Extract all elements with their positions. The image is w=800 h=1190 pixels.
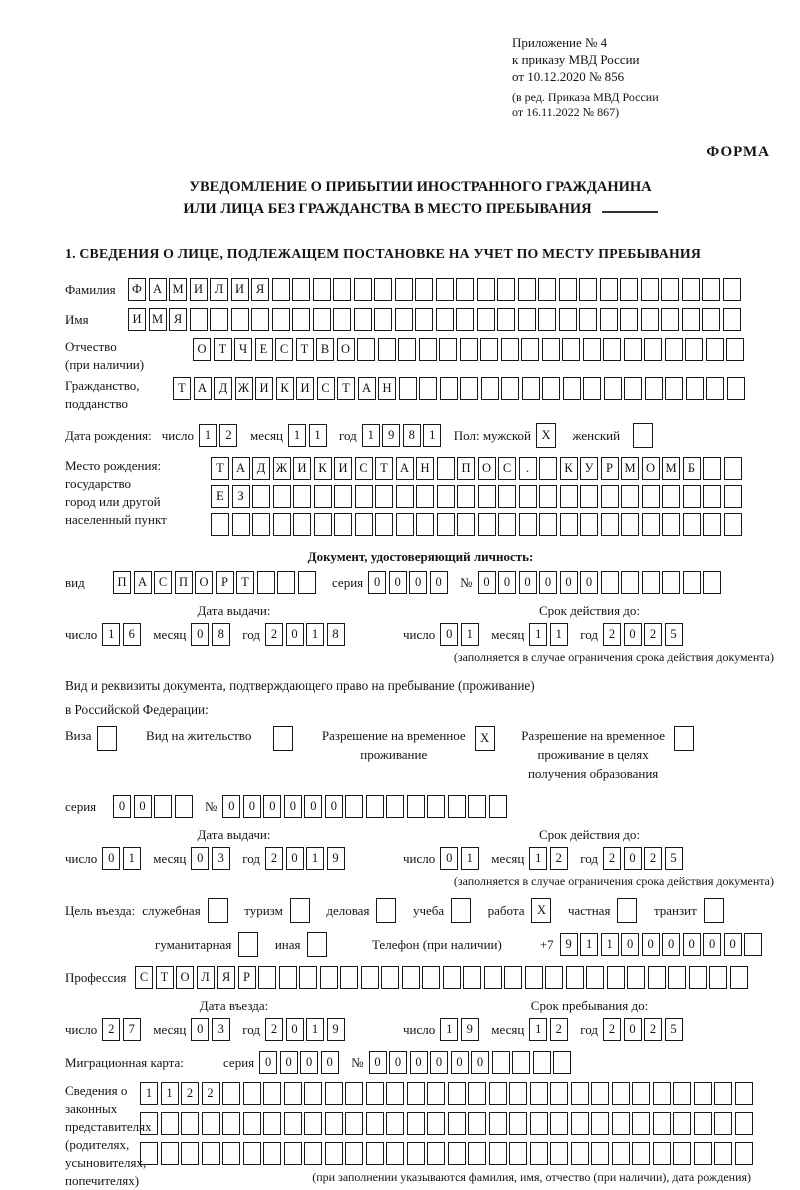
phone-label: Телефон (при наличии) (371, 936, 502, 952)
doc-number-input[interactable]: 0 0 0 0 0 0 (478, 571, 724, 594)
title-line-1: УВЕДОМЛЕНИЕ О ПРИБЫТИИ ИНОСТРАННОГО ГРАЖДАНИНА (189, 179, 652, 195)
entry-year-input[interactable]: 2 0 1 9 (265, 1018, 347, 1041)
option-temp-permit (322, 726, 497, 764)
profession-row (65, 966, 776, 989)
purpose-humanitarian-checkbox[interactable] (238, 932, 261, 957)
permit-series-label: серия (65, 798, 97, 814)
appendix-reference (512, 34, 776, 85)
doc-issue-year-input[interactable]: 2 0 1 8 (265, 623, 347, 646)
amendment-line: (в ред. Приказа МВД России (512, 90, 659, 104)
doc-number-label: № (460, 574, 473, 590)
legal-reps-line1-input[interactable]: 1 1 2 2 (140, 1082, 755, 1105)
purpose-work-checkbox[interactable]: X (531, 898, 554, 923)
residence-permit-label: Вид на жительство (146, 728, 252, 743)
migration-number-input[interactable]: 0 0 0 0 0 0 (369, 1051, 574, 1074)
doc-valid-date: Срок действия до: число 0 1 месяц 1 1 год 2 0 2 5 (403, 603, 776, 646)
birth-place-line2-input[interactable]: Е З (211, 485, 744, 508)
temp-permit-education-label: Разрешение на временное проживание в целях получения образования (521, 728, 666, 781)
citizenship-row (65, 377, 776, 413)
appendix-line: Приложение № 4 (512, 35, 608, 50)
validity-note-2: (заполняется в случае ограничения срока действия документа) (453, 874, 774, 888)
doc-valid-year-input[interactable]: 2 0 2 5 (603, 623, 685, 646)
page-title (65, 176, 776, 220)
permit-number-input[interactable]: 0 0 0 0 0 0 (222, 795, 509, 818)
identity-doc-dates (65, 603, 776, 646)
stay-year-input[interactable]: 2 0 2 5 (603, 1018, 685, 1041)
doc-issue-date: Дата выдачи: число 1 6 месяц 0 8 год 2 0 1 8 (65, 603, 403, 646)
birth-place-line3-input[interactable] (211, 513, 744, 536)
migration-card-row (65, 1051, 776, 1074)
year-label: год (339, 427, 357, 443)
permit-valid-date: Срок действия до: число 0 1 месяц 1 2 год 2 0 2 5 (403, 827, 776, 870)
patronymic-row (65, 338, 776, 374)
sex-female-checkbox[interactable] (633, 423, 656, 448)
purpose-row-1: Цель въезда: служебная туризм деловая учеба работа X частная транзит (65, 898, 776, 923)
amendment-reference (512, 90, 776, 120)
appendix-line: к приказу МВД России (512, 52, 640, 67)
phone-prefix: +7 (539, 936, 554, 952)
doc-valid-day-input[interactable]: 0 1 (440, 623, 481, 646)
visa-label: Виза (65, 728, 92, 743)
doc-issue-month-input[interactable]: 0 8 (191, 623, 232, 646)
option-temp-permit-education (521, 726, 696, 783)
birth-place-row (65, 457, 776, 541)
appendix-line: от 10.12.2020 № 856 (512, 69, 625, 84)
amendment-line: от 16.11.2022 № 867) (512, 105, 620, 119)
entry-dates (65, 998, 776, 1041)
permit-valid-day-input[interactable]: 0 1 (440, 847, 481, 870)
birth-place-line1-input[interactable]: Т А Д Ж И К И С Т А Н П О С . К У Р М О М Б (211, 457, 744, 480)
surname-label: Фамилия (65, 281, 116, 297)
surname-row (65, 278, 776, 301)
permit-valid-year-input[interactable]: 2 0 2 5 (603, 847, 685, 870)
phone-input[interactable]: 9 1 1 0 0 0 0 0 0 (560, 933, 765, 956)
name-label: Имя (65, 311, 89, 327)
permit-valid-month-input[interactable]: 1 2 (529, 847, 570, 870)
permit-number-label: № (205, 798, 218, 814)
birth-day-input[interactable]: 1 2 (199, 424, 240, 447)
legal-reps-line3-input[interactable] (140, 1142, 755, 1165)
option-visa (65, 726, 119, 751)
residence-permit-checkbox[interactable] (273, 726, 296, 751)
legal-reps-row (65, 1082, 776, 1190)
purpose-private-checkbox[interactable] (617, 898, 640, 923)
title-blank-line (602, 198, 658, 213)
purpose-transit-checkbox[interactable] (704, 898, 727, 923)
migration-card-label: Миграционная карта: (65, 1054, 184, 1070)
profession-input[interactable]: С Т О Л Я Р (135, 966, 750, 989)
purpose-business-checkbox[interactable] (376, 898, 399, 923)
stay-month-input[interactable]: 1 2 (529, 1018, 570, 1041)
title-line-2: ИЛИ ЛИЦА БЕЗ ГРАЖДАНСТВА В МЕСТО ПРЕБЫВАНИЯ (65, 198, 776, 220)
doc-type-input[interactable]: П А С П О Р Т (113, 571, 318, 594)
stay-until-date: Срок пребывания до: число 1 9 месяц 1 2 год 2 0 2 5 (403, 998, 776, 1041)
sex-male-checkbox[interactable]: X (536, 423, 559, 448)
migration-number-label: № (351, 1054, 364, 1070)
residence-doc-dates (65, 827, 776, 870)
temp-permit-checkbox[interactable]: X (475, 726, 498, 751)
doc-series-input[interactable]: 0 0 0 0 (368, 571, 450, 594)
sex-female-label: женский (572, 427, 621, 443)
doc-valid-month-input[interactable]: 1 1 (529, 623, 570, 646)
birth-year-input[interactable]: 1 9 8 1 (362, 424, 444, 447)
legal-reps-note: (при заполнении указываются фамилия, имя, отчество (при наличии), дата рождения) (312, 1170, 751, 1184)
patronymic-label: Отчество (при наличии) (65, 339, 145, 372)
identity-doc-heading: Документ, удостоверяющий личность: (307, 549, 534, 564)
birth-place-label: Место рождения: государство город или другой населенный пункт (65, 458, 167, 527)
birth-place-inputs (211, 457, 744, 541)
issue-date-title: Дата выдачи: (197, 603, 271, 618)
form-label: ФОРМА (706, 144, 770, 160)
purpose-tourism-checkbox[interactable] (290, 898, 313, 923)
purpose-official-checkbox[interactable] (208, 898, 231, 923)
day-label: число (161, 427, 194, 443)
purpose-study-checkbox[interactable] (451, 898, 474, 923)
entry-day-input[interactable]: 2 7 (102, 1018, 143, 1041)
citizenship-input[interactable]: Т А Д Ж И К И С Т А Н (173, 377, 747, 400)
entry-month-input[interactable]: 0 3 (191, 1018, 232, 1041)
validity-note: (заполняется в случае ограничения срока действия документа) (453, 650, 774, 664)
surname-input[interactable]: Ф А М И Л И Я (128, 278, 743, 301)
birth-date-row (65, 423, 776, 448)
patronymic-input[interactable]: О Т Ч Е С Т В О (193, 338, 747, 361)
permit-issue-year-input[interactable]: 2 0 1 9 (265, 847, 347, 870)
residence-doc-options (65, 726, 776, 783)
purpose-other-checkbox[interactable] (307, 932, 330, 957)
sex-male-label: Пол: мужской (453, 427, 532, 443)
option-residence-permit (146, 726, 296, 751)
legal-reps-line2-input[interactable] (140, 1112, 755, 1135)
permit-issue-month-input[interactable]: 0 3 (191, 847, 232, 870)
stay-day-input[interactable]: 1 9 (440, 1018, 481, 1041)
residence-doc-intro: Вид и реквизиты документа, подтверждающего право на пребывание (проживание) в Российской Федерации: (65, 678, 535, 717)
temp-permit-education-checkbox[interactable] (674, 726, 697, 751)
migration-series-label: серия (223, 1054, 255, 1070)
legal-reps-label: Сведения о законных представителях (родителях, усыновителях, попечителях) (65, 1083, 152, 1188)
legal-reps-inputs (140, 1082, 755, 1185)
birth-month-input[interactable]: 1 1 (288, 424, 329, 447)
doc-type-label: вид (65, 574, 85, 590)
entry-date: Дата въезда: число 2 7 месяц 0 3 год 2 0 1 9 (65, 998, 403, 1041)
permit-issue-day-input[interactable]: 0 1 (102, 847, 143, 870)
citizenship-label: Гражданство, подданство (65, 378, 140, 411)
purpose-label: Цель въезда: (65, 902, 136, 918)
name-row (65, 308, 776, 331)
valid-date-title: Срок действия до: (538, 603, 641, 618)
name-input[interactable]: И М Я (128, 308, 743, 331)
permit-issue-date: Дата выдачи: число 0 1 месяц 0 3 год 2 0 1 9 (65, 827, 403, 870)
month-label: месяц (249, 427, 284, 443)
purpose-row-2: гуманитарная иная Телефон (при наличии) +7 9 1 1 0 0 0 0 0 0 (65, 932, 776, 957)
migration-series-input[interactable]: 0 0 0 0 (259, 1051, 341, 1074)
doc-series-label: серия (332, 574, 364, 590)
permit-series-input[interactable]: 0 0 (113, 795, 195, 818)
identity-doc-row (65, 571, 776, 594)
residence-doc-series-row (65, 795, 776, 818)
profession-label: Профессия (65, 969, 127, 985)
temp-permit-label: Разрешение на временное проживание (321, 728, 466, 762)
birth-date-label: Дата рождения: (65, 427, 152, 443)
visa-checkbox[interactable] (97, 726, 120, 751)
section-1-heading: 1. СВЕДЕНИЯ О ЛИЦЕ, ПОДЛЕЖАЩЕМ ПОСТАНОВКЕ НА УЧЕТ ПО МЕСТУ ПРЕБЫВАНИЯ (65, 246, 702, 261)
doc-issue-day-input[interactable]: 1 6 (102, 623, 143, 646)
